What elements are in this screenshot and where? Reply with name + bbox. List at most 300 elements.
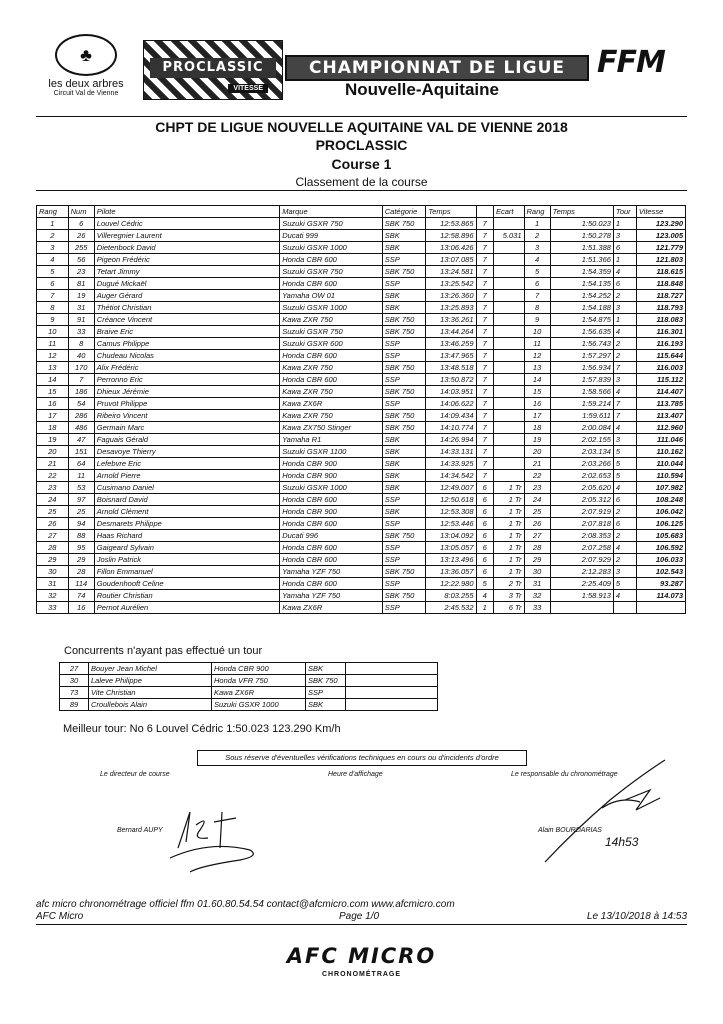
cell-make: Suzuki GSXR 1000 xyxy=(280,302,383,314)
footer-page: Page 1/0 xyxy=(339,911,380,922)
cell-category: SBK 750 xyxy=(382,410,426,422)
footer-company: AFC Micro xyxy=(36,911,84,922)
non-starters-title: Concurrents n'ayant pas effectué un tour xyxy=(64,645,263,657)
cell-category: SSP xyxy=(382,374,426,386)
cell-category: SBK 750 xyxy=(382,530,426,542)
afc-micro-subtitle: CHRONOMÉTRAGE xyxy=(321,971,402,978)
cell-make: Suzuki GSXR 600 xyxy=(280,338,383,350)
cell-num: 255 xyxy=(68,242,94,254)
cell-num: 170 xyxy=(68,362,94,374)
cell-laps: 7 xyxy=(476,386,493,398)
cell-speed: 121.803 xyxy=(636,254,685,266)
cell-speed: 112.960 xyxy=(636,422,685,434)
cell-laps: 7 xyxy=(476,314,493,326)
cell-num: 97 xyxy=(68,494,94,506)
cell-num: 114 xyxy=(68,578,94,590)
cell-time: 13:13.496 xyxy=(426,554,476,566)
cell-laps: 5 xyxy=(476,578,493,590)
cell-speed: 107.982 xyxy=(636,482,685,494)
cell-category: SBK xyxy=(382,302,426,314)
championship-banner: CHAMPIONNAT DE LIGUE xyxy=(285,55,589,81)
col-header: Tour xyxy=(613,206,636,218)
cell-best-lap: 4 xyxy=(613,482,636,494)
cell-best-time: 1:51.366 xyxy=(550,254,613,266)
cell-category: SBK 750 xyxy=(382,590,426,602)
cell-rank: 30 xyxy=(37,566,69,578)
cell-rider: Vite Christian xyxy=(89,687,212,699)
cell-best-rank: 21 xyxy=(524,458,550,470)
handwritten-time-2: 14h53 xyxy=(605,835,639,849)
cell-best-rank: 16 xyxy=(524,398,550,410)
cell-time: 12:49.007 xyxy=(426,482,476,494)
cell-category: SSP xyxy=(382,278,426,290)
cell-rank: 27 xyxy=(37,530,69,542)
cell-time: 13:06.426 xyxy=(426,242,476,254)
cell-best-time: 1:50.023 xyxy=(550,218,613,230)
cell-best-rank: 14 xyxy=(524,374,550,386)
cell-num: 89 xyxy=(60,699,89,711)
cell-laps: 1 xyxy=(476,602,493,614)
cell-rank: 24 xyxy=(37,494,69,506)
cell-best-time: 2:25.409 xyxy=(550,578,613,590)
cell-rank: 2 xyxy=(37,230,69,242)
cell-laps: 6 xyxy=(476,542,493,554)
tree-emblem-icon: ♣ xyxy=(55,34,117,76)
cell-num: 47 xyxy=(68,434,94,446)
cell-speed: 121.779 xyxy=(636,242,685,254)
cell-category: SBK 750 xyxy=(382,362,426,374)
cell-best-lap: 1 xyxy=(613,314,636,326)
cell-best-lap: 4 xyxy=(613,326,636,338)
cell-time: 12:22.980 xyxy=(426,578,476,590)
cell-num: 186 xyxy=(68,386,94,398)
col-header: Marque xyxy=(280,206,383,218)
cell-best-rank: 27 xyxy=(524,530,550,542)
cell-speed: 123.290 xyxy=(636,218,685,230)
cell-laps: 7 xyxy=(476,230,493,242)
cell-make: Suzuki GSXR 1000 xyxy=(280,242,383,254)
cell-category: SBK xyxy=(382,434,426,446)
cell-speed: 118.848 xyxy=(636,278,685,290)
cell-num: 23 xyxy=(68,266,94,278)
cell-best-time: 1:56.743 xyxy=(550,338,613,350)
timing-manager-label: Le responsable du chronométrage xyxy=(511,771,618,778)
cell-time: 13:47.965 xyxy=(426,350,476,362)
cell-time: 14:26.994 xyxy=(426,434,476,446)
cell-speed: 102.543 xyxy=(636,566,685,578)
cell-num: 81 xyxy=(68,278,94,290)
cell-num: 56 xyxy=(68,254,94,266)
cell-num: 88 xyxy=(68,530,94,542)
cell-rider: Tetart Jimmy xyxy=(94,266,279,278)
cell-category: SBK xyxy=(382,230,426,242)
cell-num: 53 xyxy=(68,482,94,494)
cell-make: Honda CBR 600 xyxy=(280,554,383,566)
cell-best-lap: 5 xyxy=(613,470,636,482)
cell-rider: Perronno Eric xyxy=(94,374,279,386)
cell-num: 6 xyxy=(68,218,94,230)
cell-rank: 6 xyxy=(37,278,69,290)
cell-category: SBK xyxy=(382,458,426,470)
cell-best-lap: 6 xyxy=(613,518,636,530)
cell-laps: 6 xyxy=(476,518,493,530)
cell-make: Honda VFR 750 xyxy=(212,675,306,687)
cell-speed: 108.248 xyxy=(636,494,685,506)
cell-best-lap: 6 xyxy=(613,494,636,506)
cell-make: Suzuki GSXR 750 xyxy=(280,326,383,338)
cell-best-rank: 13 xyxy=(524,362,550,374)
cell-best-rank: 19 xyxy=(524,434,550,446)
cell-best-rank: 26 xyxy=(524,518,550,530)
cell-make: Honda CBR 600 xyxy=(280,278,383,290)
cell-best-lap: 7 xyxy=(613,362,636,374)
cell-best-rank: 3 xyxy=(524,242,550,254)
cell-best-time: 1:54.359 xyxy=(550,266,613,278)
cell-category: SBK xyxy=(382,242,426,254)
cell-num: 40 xyxy=(68,350,94,362)
cell-best-rank: 32 xyxy=(524,590,550,602)
cell-time: 13:05.057 xyxy=(426,542,476,554)
cell-rider: Camus Philippe xyxy=(94,338,279,350)
cell-best-lap: 3 xyxy=(613,302,636,314)
cell-rider: Chudeau Nicolas xyxy=(94,350,279,362)
cell-make: Kawa ZX6R xyxy=(280,602,383,614)
cell-speed: 116.003 xyxy=(636,362,685,374)
cell-laps: 7 xyxy=(476,326,493,338)
cell-rank: 4 xyxy=(37,254,69,266)
cell-speed: 114.407 xyxy=(636,386,685,398)
cell-best-rank: 7 xyxy=(524,290,550,302)
cell-best-rank: 25 xyxy=(524,506,550,518)
cell-best-lap: 2 xyxy=(613,530,636,542)
cell-make: Honda CBR 600 xyxy=(280,494,383,506)
cell-num: 19 xyxy=(68,290,94,302)
cell-make: Suzuki GSXR 1000 xyxy=(212,699,306,711)
cell-category: SBK xyxy=(382,506,426,518)
footer-date: Le 13/10/2018 à 14:53 xyxy=(586,911,687,922)
cell-best-rank: 24 xyxy=(524,494,550,506)
cell-rider: Laleve Philippe xyxy=(89,675,212,687)
cell-rider: Goudenhooft Celine xyxy=(94,578,279,590)
cell-best-time: 1:57.839 xyxy=(550,374,613,386)
cell-best-time: 1:58.566 xyxy=(550,386,613,398)
cell-laps: 7 xyxy=(476,350,493,362)
cell-speed: 93.287 xyxy=(636,578,685,590)
cell-time: 13:44.264 xyxy=(426,326,476,338)
cell-num: 26 xyxy=(68,230,94,242)
cell-rank: 32 xyxy=(37,590,69,602)
cell-speed: 106.125 xyxy=(636,518,685,530)
cell-speed: 113.407 xyxy=(636,410,685,422)
cell-rank: 14 xyxy=(37,374,69,386)
cell-rank: 3 xyxy=(37,242,69,254)
cell-speed: 118.793 xyxy=(636,302,685,314)
cell-rider: Dugué Mickaël xyxy=(94,278,279,290)
director-signature-icon xyxy=(170,812,253,872)
cell-best-time: 1:54.252 xyxy=(550,290,613,302)
cell-gap: 3 Tr xyxy=(493,590,524,602)
cell-laps: 6 xyxy=(476,482,493,494)
cell-time: 12:58.896 xyxy=(426,230,476,242)
cell-laps: 7 xyxy=(476,338,493,350)
cell-best-time: 1:54.188 xyxy=(550,302,613,314)
cell-make: Honda CBR 600 xyxy=(280,350,383,362)
cell-time: 13:07.085 xyxy=(426,254,476,266)
cell-time: 13:46.259 xyxy=(426,338,476,350)
cell-rank: 23 xyxy=(37,482,69,494)
cell-num: 31 xyxy=(68,302,94,314)
cell-make: Suzuki GSXR 750 xyxy=(280,218,383,230)
cell-laps: 7 xyxy=(476,446,493,458)
cell-rider: Créance Vincent xyxy=(94,314,279,326)
cell-category: SSP xyxy=(382,578,426,590)
cell-rank: 12 xyxy=(37,350,69,362)
cell-best-time: 2:02.653 xyxy=(550,470,613,482)
cell-category: SBK 750 xyxy=(382,266,426,278)
cell-category: SBK 750 xyxy=(382,566,426,578)
cell-make: Suzuki GSXR 1000 xyxy=(280,482,383,494)
cell-category: SBK xyxy=(306,663,346,675)
technical-notice: Sous réserve d'éventuelles vérifications techniques en cours ou d'incidents d'ordre xyxy=(197,750,527,766)
cell-category: SBK 750 xyxy=(382,422,426,434)
cell-speed: 113.785 xyxy=(636,398,685,410)
cell-make: Honda CBR 900 xyxy=(212,663,306,675)
cell-make: Ducati 999 xyxy=(280,230,383,242)
cell-best-lap: 7 xyxy=(613,398,636,410)
cell-rider: Joslin Patrick xyxy=(94,554,279,566)
cell-best-lap: 2 xyxy=(613,554,636,566)
cell-laps: 7 xyxy=(476,374,493,386)
cell-time: 13:50.872 xyxy=(426,374,476,386)
logo-line1: les deux arbres xyxy=(48,78,124,90)
cell-make: Honda CBR 600 xyxy=(280,518,383,530)
cell-rank: 19 xyxy=(37,434,69,446)
cell-speed: 105.683 xyxy=(636,530,685,542)
cell-best-time: 2:07.929 xyxy=(550,554,613,566)
cell-best-rank: 5 xyxy=(524,266,550,278)
cell-make: Yamaha OW 01 xyxy=(280,290,383,302)
cell-category: SBK xyxy=(382,446,426,458)
cell-laps: 6 xyxy=(476,494,493,506)
cell-best-lap: 6 xyxy=(613,242,636,254)
cell-rider: Gaigeard Sylvain xyxy=(94,542,279,554)
cell-best-rank: 33 xyxy=(524,602,550,614)
cell-best-time: 2:12.283 xyxy=(550,566,613,578)
cell-laps: 6 xyxy=(476,530,493,542)
cell-rider: Thétiot Christian xyxy=(94,302,279,314)
cell-best-time: 1:51.388 xyxy=(550,242,613,254)
cell-best-lap: 3 xyxy=(613,434,636,446)
cell-num: 151 xyxy=(68,446,94,458)
cell-speed: 116.301 xyxy=(636,326,685,338)
cell-best-time: 1:59.611 xyxy=(550,410,613,422)
cell-rank: 33 xyxy=(37,602,69,614)
cell-category: SSP xyxy=(306,687,346,699)
cell-rank: 13 xyxy=(37,362,69,374)
cell-best-lap: 4 xyxy=(613,542,636,554)
cell-rank: 26 xyxy=(37,518,69,530)
cell-make: Yamaha R1 xyxy=(280,434,383,446)
cell-num: 8 xyxy=(68,338,94,350)
cell-num: 30 xyxy=(60,675,89,687)
cell-rider: Pruvot Philippe xyxy=(94,398,279,410)
cell-best-rank: 22 xyxy=(524,470,550,482)
director-label: Le directeur de course xyxy=(100,771,170,778)
cell-rider: Dietenbock David xyxy=(94,242,279,254)
cell-category: SBK xyxy=(382,470,426,482)
cell-num: 94 xyxy=(68,518,94,530)
cell-category: SBK 750 xyxy=(382,314,426,326)
cell-time: 14:03.951 xyxy=(426,386,476,398)
cell-best-time: 1:50.278 xyxy=(550,230,613,242)
cell-laps: 4 xyxy=(476,590,493,602)
cell-gap: 1 Tr xyxy=(493,566,524,578)
cell-best-lap: 2 xyxy=(613,290,636,302)
cell-laps: 7 xyxy=(476,242,493,254)
best-lap: Meilleur tour: No 6 Louvel Cédric 1:50.023 123.290 Km/h xyxy=(63,723,341,735)
cell-speed: 118.083 xyxy=(636,314,685,326)
cell-best-time: 2:00.084 xyxy=(550,422,613,434)
cell-rider: Croullebois Alain xyxy=(89,699,212,711)
cell-rank: 20 xyxy=(37,446,69,458)
cell-best-lap: 4 xyxy=(613,386,636,398)
cell-category: SSP xyxy=(382,398,426,410)
col-header: Temps xyxy=(426,206,476,218)
cell-rider: Haas Richard xyxy=(94,530,279,542)
cell-best-time: 1:56.635 xyxy=(550,326,613,338)
footer-contact: afc micro chronométrage officiel ffm 01.60.80.54.54 contact@afcmicro.com www.afcmicro.com xyxy=(36,899,455,910)
cell-best-time: 2:03.266 xyxy=(550,458,613,470)
cell-rank: 28 xyxy=(37,542,69,554)
cell-best-rank: 23 xyxy=(524,482,550,494)
cell-laps: 7 xyxy=(476,254,493,266)
cell-best-lap: 2 xyxy=(613,350,636,362)
cell-gap: 5.031 xyxy=(493,230,524,242)
cell-best-time: 2:07.818 xyxy=(550,518,613,530)
cell-category: SBK 750 xyxy=(382,386,426,398)
cell-gap: 1 Tr xyxy=(493,542,524,554)
cell-time: 13:25.893 xyxy=(426,302,476,314)
cell-best-time: 2:05.312 xyxy=(550,494,613,506)
cell-rank: 9 xyxy=(37,314,69,326)
ffm-letters: FFM xyxy=(597,45,665,80)
cell-rider: Boisnard David xyxy=(94,494,279,506)
cell-time: 13:36.261 xyxy=(426,314,476,326)
cell-num: 74 xyxy=(68,590,94,602)
cell-gap: 1 Tr xyxy=(493,482,524,494)
cell-rank: 10 xyxy=(37,326,69,338)
cell-time: 13:26.360 xyxy=(426,290,476,302)
cell-laps: 7 xyxy=(476,218,493,230)
cell-num: 11 xyxy=(68,470,94,482)
cell-best-time: 1:57.297 xyxy=(550,350,613,362)
cell-rider: Faguais Gérald xyxy=(94,434,279,446)
cell-best-rank: 30 xyxy=(524,566,550,578)
cell-best-time: 2:03.134 xyxy=(550,446,613,458)
cell-make: Kawa ZX6R xyxy=(280,398,383,410)
cell-best-rank: 29 xyxy=(524,554,550,566)
cell-best-rank: 15 xyxy=(524,386,550,398)
cell-num: 33 xyxy=(68,326,94,338)
cell-rider: Routier Christian xyxy=(94,590,279,602)
race-title: Course 1 xyxy=(331,156,392,172)
cell-time: 2:45.532 xyxy=(426,602,476,614)
cell-speed: 114.073 xyxy=(636,590,685,602)
cell-best-lap: 3 xyxy=(613,374,636,386)
cell-rank: 29 xyxy=(37,554,69,566)
cell-speed: 118.615 xyxy=(636,266,685,278)
cell-speed: 110.044 xyxy=(636,458,685,470)
cell-best-rank: 20 xyxy=(524,446,550,458)
cell-make: Kawa ZX6R xyxy=(212,687,306,699)
cell-rider: Arnold Pierre xyxy=(94,470,279,482)
cell-gap: 1 Tr xyxy=(493,494,524,506)
cell-make: Kawa ZXR 750 xyxy=(280,362,383,374)
cell-time: 14:33.925 xyxy=(426,458,476,470)
proclassic-word: PROCLASSIC xyxy=(150,58,276,78)
cell-num: 54 xyxy=(68,398,94,410)
cell-laps: 7 xyxy=(476,458,493,470)
cell-time: 12:53.308 xyxy=(426,506,476,518)
cell-laps: 7 xyxy=(476,266,493,278)
cell-best-time: 2:07.919 xyxy=(550,506,613,518)
cell-best-rank: 18 xyxy=(524,422,550,434)
cell-rider: Louvel Cédric xyxy=(94,218,279,230)
cell-make: Ducati 996 xyxy=(280,530,383,542)
cell-rank: 16 xyxy=(37,398,69,410)
cell-time: 14:06.622 xyxy=(426,398,476,410)
display-time-label: Heure d'affichage xyxy=(328,771,383,778)
cell-category: SBK xyxy=(382,482,426,494)
cell-rank: 5 xyxy=(37,266,69,278)
cell-rank: 11 xyxy=(37,338,69,350)
cell-rider: Ribeiro Vincent xyxy=(94,410,279,422)
cell-best-lap: 4 xyxy=(613,422,636,434)
cell-rider: Desavoye Thierry xyxy=(94,446,279,458)
cell-num: 27 xyxy=(60,663,89,675)
cell-best-lap: 7 xyxy=(613,410,636,422)
cell-rank: 18 xyxy=(37,422,69,434)
vitesse-badge: VITESSE xyxy=(228,84,268,93)
cell-laps: 7 xyxy=(476,434,493,446)
cell-time: 14:33.131 xyxy=(426,446,476,458)
cell-category: SSP xyxy=(382,338,426,350)
class-title: PROCLASSIC xyxy=(315,137,408,153)
cell-speed: 111.046 xyxy=(636,434,685,446)
cell-best-time: 2:05.620 xyxy=(550,482,613,494)
cell-make: Honda CBR 600 xyxy=(280,374,383,386)
event-title: CHPT DE LIGUE NOUVELLE AQUITAINE VAL DE VIENNE 2018 xyxy=(155,119,568,135)
cell-laps: 6 xyxy=(476,554,493,566)
cell-category: SBK 750 xyxy=(306,675,346,687)
cell-best-lap: 1 xyxy=(613,218,636,230)
cell-best-rank: 9 xyxy=(524,314,550,326)
cell-make: Honda CBR 600 xyxy=(280,254,383,266)
cell-rider: Cusimano Daniel xyxy=(94,482,279,494)
cell-make: Honda CBR 900 xyxy=(280,506,383,518)
cell-laps: 7 xyxy=(476,398,493,410)
cell-make: Honda CBR 900 xyxy=(280,470,383,482)
cell-category: SBK xyxy=(306,699,346,711)
cell-time: 13:48.518 xyxy=(426,362,476,374)
cell-best-time: 1:58.913 xyxy=(550,590,613,602)
cell-rider: Desmarets Philippe xyxy=(94,518,279,530)
cell-num: 64 xyxy=(68,458,94,470)
cell-best-time: 2:02.155 xyxy=(550,434,613,446)
cell-best-lap: 5 xyxy=(613,446,636,458)
cell-speed: 106.033 xyxy=(636,554,685,566)
cell-category: SBK 750 xyxy=(382,326,426,338)
